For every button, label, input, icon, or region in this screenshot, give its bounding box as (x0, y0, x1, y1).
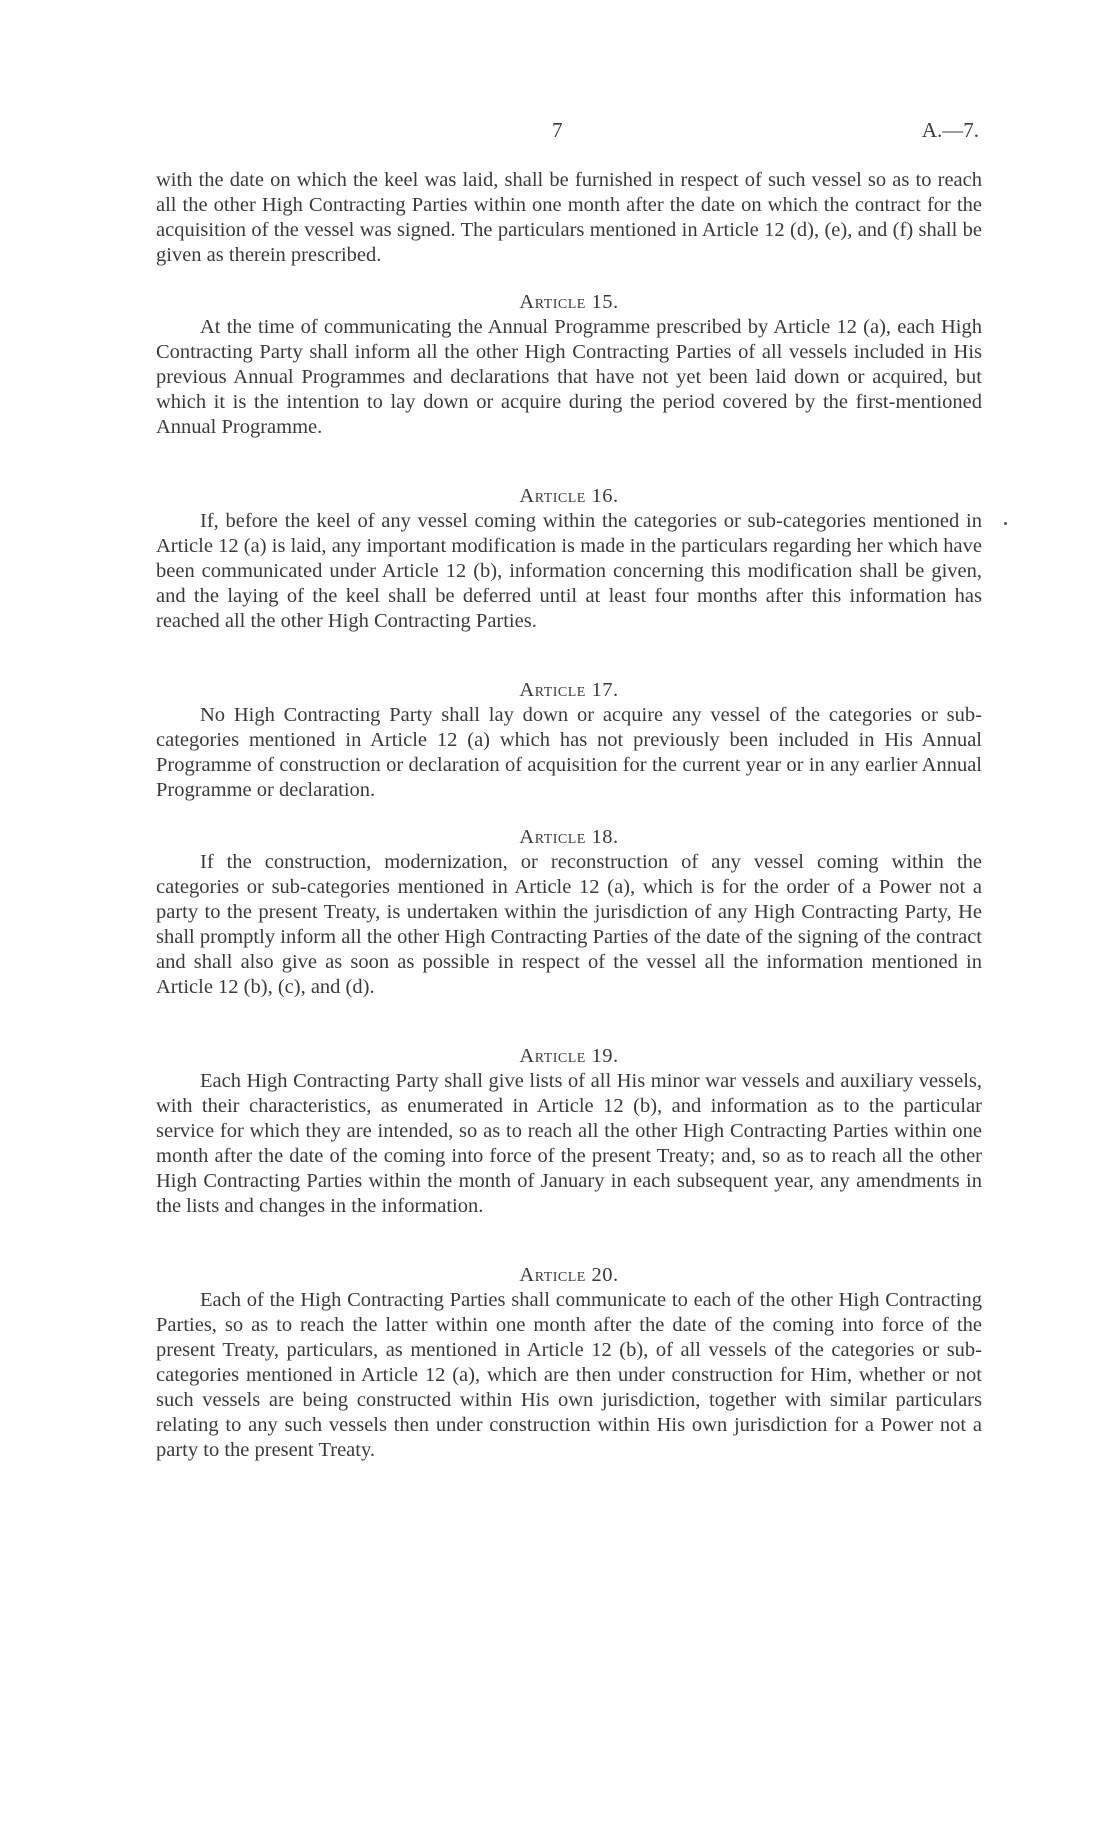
article-20-heading: Article 20. (519, 1264, 619, 1286)
article-19-heading: Article 19. (519, 1045, 619, 1067)
page-number: 7 (552, 118, 563, 142)
opening-paragraph: with the date on which the keel was laid, shall be furnished in respect of such vessel so as to reach all the other High Contracting Parties within one month after the date on which the contract for the acquisition of the vessel was signed. The particulars mentioned in Article 12 (d), (e), and (f) shall be given as therein prescribed. (156, 169, 982, 266)
print-speck (1004, 522, 1007, 525)
article-20-text: Each of the High Contracting Parties shall communicate to each of the other High Contracting Parties, so as to reach the latter within one month after the date of the coming into force of the present Treaty, particulars, as mentioned in Article 12 (b), of all vessels of the categories or sub-categories mentioned in Article 12 (a), which are then under construction for Him, whether or not such vessels are being constructed within His own jurisdiction, together with similar particulars relating to any such vessels then under construction within His own jurisdiction for a Power not a party to the present Treaty. (156, 1289, 982, 1461)
article-17-text: No High Contracting Party shall lay down or acquire any vessel of the categories or sub-categories mentioned in Article 12 (a) which has not previously been included in His Annual Programme of construction or declaration of acquisition for the current year or in any earlier Annual Programme or declaration. (156, 704, 982, 801)
article-16-heading: Article 16. (519, 485, 619, 507)
document-body (156, 168, 982, 1463)
page-header (0, 118, 1114, 148)
article-16-text: If, before the keel of any vessel coming within the categories or sub-categories mentioned in Article 12 (a) is laid, any important modification is made in the particulars regarding her which have been communicated under Article 12 (b), information concerning this modification shall be given, and the laying of the keel shall be deferred until at least four months after this information has reached all the other High Contracting Parties. (156, 510, 982, 632)
article-18-heading: Article 18. (519, 826, 619, 848)
article-17-heading: Article 17. (519, 679, 619, 701)
article-18-text: If the construction, modernization, or reconstruction of any vessel coming within the categories or sub-categories mentioned in Article 12 (a), which is for the order of a Power not a party to the present Treaty, is undertaken within the jurisdiction of any High Contracting Party, He shall promptly inform all the other High Contracting Parties of the date of the signing of the contract and shall also give as soon as possible in respect of the vessel all the information mentioned in Article 12 (b), (c), and (d). (156, 851, 982, 998)
article-15-text: At the time of communicating the Annual Programme prescribed by Article 12 (a), each High Contracting Party shall inform all the other High Contracting Parties of all vessels included in His previous Annual Programmes and declarations that have not yet been laid down or acquired, but which it is the intention to lay down or acquire during the period covered by the first-mentioned Annual Programme. (156, 316, 982, 438)
article-19-text: Each High Contracting Party shall give lists of all His minor war vessels and auxiliary vessels, with their characteristics, as enumerated in Article 12 (b), and information as to the particular service for which they are intended, so as to reach all the other High Contracting Parties within one month after the date of the coming into force of the present Treaty; and, so as to reach all the other High Contracting Parties within the month of January in each subsequent year, any amendments in the lists and changes in the information. (156, 1070, 982, 1217)
article-15-heading: Article 15. (519, 291, 619, 313)
document-reference: A.—7. (921, 118, 979, 142)
